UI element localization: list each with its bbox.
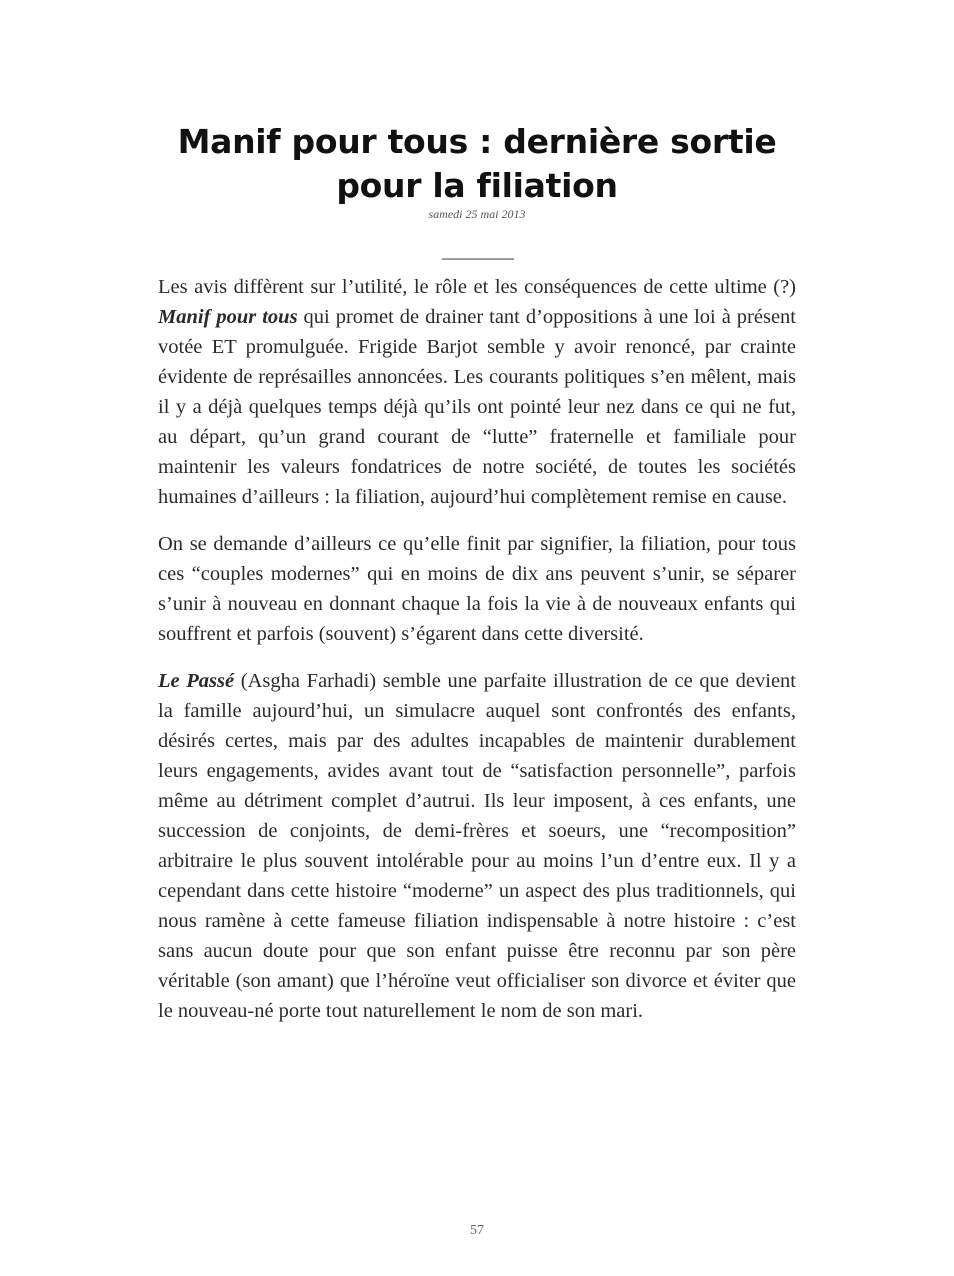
le-passe-emphasis: Le Passé (158, 670, 235, 692)
paragraph-3 (158, 666, 796, 1026)
article-body (158, 272, 796, 1043)
paragraph-1-intro: Les avis diffèrent sur l’utilité, le rôle et les conséquences de cette ultime (?) (158, 276, 796, 298)
paragraph-3-text: (Asgha Farhadi) semble une parfaite illustration de ce que devient la famille aujourd’hui, un simulacre auquel sont confrontés des enfants, désirés certes, mais par des adultes incapables de maintenir durablement leurs engagements, avides avant tout de “satisfaction personnelle”, parfois même au détriment complet d’autrui. Ils leur imposent, à ces enfants, une succession de conjoints, de demi-frères et soeurs, une “recomposition” arbitraire le plus souvent intolérable pour au moins l’un d’entre eux. Il y a cependant dans cette histoire “moderne” un aspect des plus traditionnels, qui nous ramène à cette fameuse filiation indispensable à notre histoire : c’est sans aucun doute pour que son enfant puisse être reconnu par son père véritable (son amant) que l’héroïne veut officialiser son divorce et éviter que le nouveau-né porte tout naturellement le nom de son mari. (158, 670, 796, 1022)
title-separator: ________ (442, 241, 514, 261)
paragraph-1-text: qui promet de drainer tant d’oppositions à une loi à présent votée ET promulguée. Frigide Barjot semble y avoir renoncé, par crainte évidente de représailles annoncées. Les courants politiques s’en mêlent, mais il y a déjà quelques temps déjà qu’ils ont pointé leur nez dans ce qui ne fut, au départ, qu’un grand courant de “lutte” fraternelle et familiale pour maintenir les valeurs fondatrices de notre société, de toutes les sociétés humaines d’ailleurs : la filiation, aujourd’hui complètement remise en cause. (158, 306, 797, 508)
article-date: samedi 25 mai 2013 (428, 207, 526, 221)
page-number: 57 (470, 1223, 484, 1238)
manif-pour-tous-emphasis: Manif pour tous (158, 306, 298, 328)
article-title: Manif pour tous : dernière sortie pour la filiation (177, 122, 777, 205)
paragraph-2: On se demande d’ailleurs ce qu’elle finit par signifier, la filiation, pour tous ces “couples modernes” qui en moins de dix ans peuvent s’unir, se séparer s’unir à nouveau en donnant chaque la fois la vie à de nouveaux enfants qui souffrent et parfois (souvent) s’égarent dans cette diversité. (158, 533, 796, 645)
paragraph-1 (158, 272, 796, 512)
